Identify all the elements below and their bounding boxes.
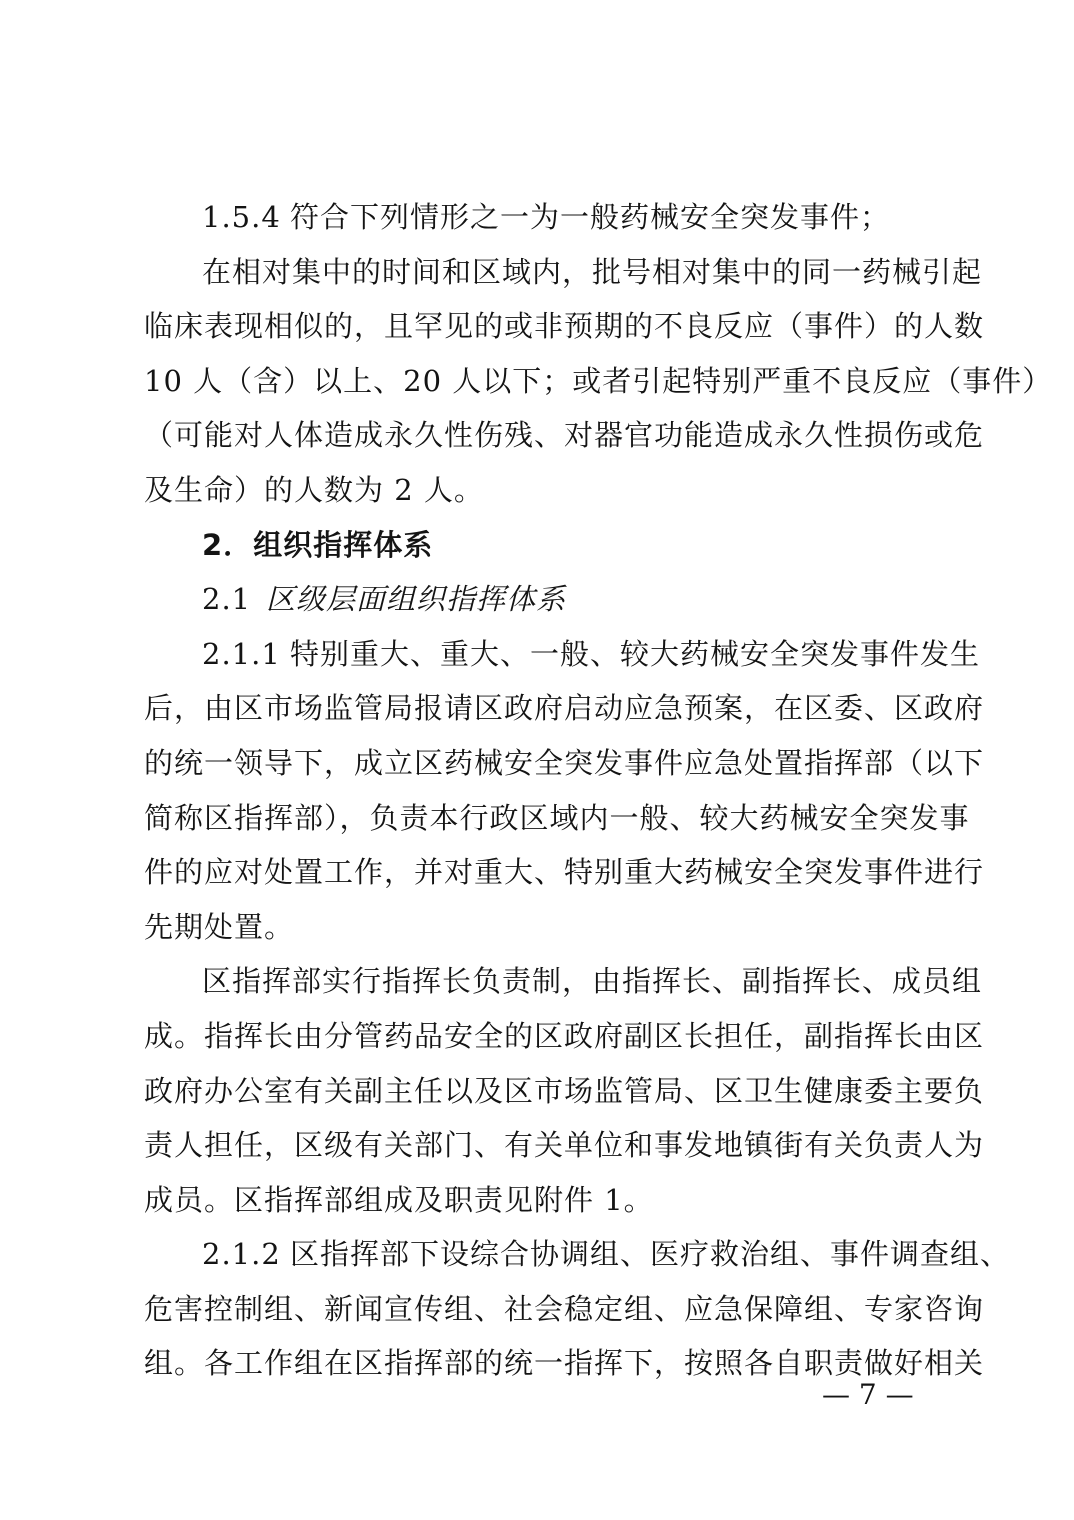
paragraph-line: 责人担任，区级有关部门、有关单位和事发地镇街有关负责人为 xyxy=(144,1128,985,1163)
paragraph-line: 危害控制组、新闻宣传组、社会稳定组、应急保障组、专家咨询 xyxy=(144,1291,985,1326)
subsection-heading-2-1 xyxy=(144,572,942,627)
subsection-title: 区级层面组织指挥体系 xyxy=(266,582,567,617)
paragraph-line: 临床表现相似的，且罕见的或非预期的不良反应（事件）的人数 xyxy=(144,309,985,344)
paragraph-line: 10 人（含）以上、20 人以下；或者引起特别严重不良反应（事件） xyxy=(144,363,1053,398)
clause-number: 2.1.2 xyxy=(202,1237,281,1272)
paragraph-line: 成。指挥长由分管药品安全的区政府副区长担任，副指挥长由区 xyxy=(144,1018,985,1053)
section-heading-2 xyxy=(144,518,942,573)
paragraph-line: 的统一领导下，成立区药械安全突发事件应急处置指挥部（以下 xyxy=(144,745,985,780)
clause-number: 1.5.4 xyxy=(202,200,281,234)
paragraph-line: 后，由区市场监管局报请区政府启动应急预案，在区委、区政府 xyxy=(144,691,985,726)
paragraph-line: 及生命）的人数为 2 人。 xyxy=(144,472,484,507)
paragraph-line: 政府办公室有关副主任以及区市场监管局、区卫生健康委主要负 xyxy=(144,1073,985,1108)
paragraph-line: 件的应对处置工作，并对重大、特别重大药械安全突发事件进行 xyxy=(144,855,985,890)
paragraph-line: 先期处置。 xyxy=(144,909,295,944)
document-body xyxy=(144,190,1053,1391)
paragraph-line: 简称区指挥部），负责本行政区域内一般、较大药械安全突发事 xyxy=(144,800,970,835)
paragraph-line: 组。各工作组在区指挥部的统一指挥下，按照各自职责做好相关 xyxy=(144,1346,985,1381)
page-number: — 7 — xyxy=(822,1378,914,1411)
section-number: 2． xyxy=(202,527,254,562)
paragraph-line: 在相对集中的时间和区域内，批号相对集中的同一药械引起 xyxy=(202,254,983,289)
subsection-number: 2.1 xyxy=(202,582,252,617)
paragraph-line: （可能对人体造成永久性伤残、对器官功能造成永久性损伤或危 xyxy=(144,418,985,453)
clause-text: 符合下列情形之一为一般药械安全突发事件； xyxy=(290,200,891,234)
clause-2-1-1 xyxy=(144,627,981,682)
clause-text: 特别重大、重大、一般、较大药械安全突发事件发生 xyxy=(290,636,981,671)
paragraph-line: 成员。区指挥部组成及职责见附件 1。 xyxy=(144,1182,654,1217)
clause-2-1-2 xyxy=(144,1227,1011,1282)
section-title: 组织指挥体系 xyxy=(253,527,434,562)
paragraph-line: 区指挥部实行指挥长负责制，由指挥长、副指挥长、成员组 xyxy=(202,964,983,999)
clause-1-5-4 xyxy=(144,190,942,245)
clause-number: 2.1.1 xyxy=(202,636,281,671)
clause-text: 区指挥部下设综合协调组、医疗救治组、事件调查组、 xyxy=(290,1237,1011,1272)
